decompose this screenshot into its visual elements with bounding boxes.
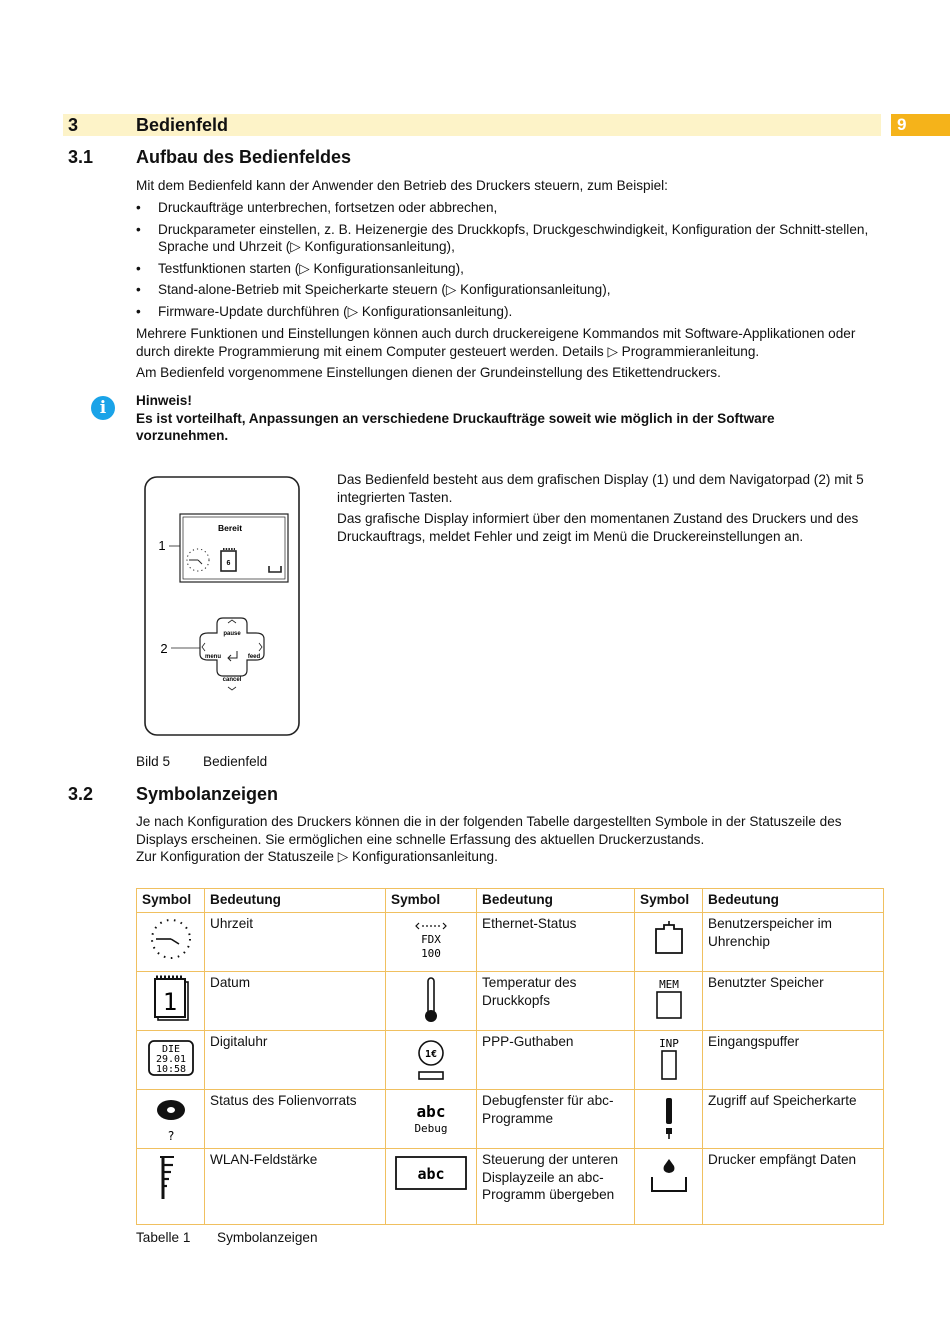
column-header: Bedeutung (703, 889, 884, 913)
list-item: • Stand-alone-Betrieb mit Speicherkarte steuern (▷ Konfigurationsanleitung), (136, 281, 876, 299)
display-status-text: Bereit (217, 523, 243, 533)
meaning-cell: Zugriff auf Speicherkarte (703, 1090, 884, 1149)
svg-text:6: 6 (226, 560, 231, 567)
symbol-cell (635, 913, 703, 972)
memory-card-access-icon (644, 1092, 694, 1144)
chapter-number: 3 (68, 115, 79, 135)
menu-key: menu (204, 654, 222, 660)
table-header-row (137, 889, 884, 913)
foil-supply-icon (146, 1092, 196, 1144)
meaning-cell: WLAN-Feldstärke (205, 1149, 386, 1225)
meaning-cell: Debugfenster für abc-Programme (477, 1090, 635, 1149)
svg-text:?: ? (166, 1129, 175, 1143)
symbol-cell (386, 1090, 477, 1149)
symbol-cell (386, 1031, 477, 1090)
svg-text:1: 1 (162, 988, 177, 1016)
callout-display-number: 1 (158, 538, 166, 553)
meaning-cell: Temperatur des Druckkopfs (477, 972, 635, 1031)
used-memory-icon (644, 974, 694, 1026)
column-header: Symbol (386, 889, 477, 913)
settings-paragraph: Am Bedienfeld vorgenommene Einstellungen dienen der Grundeinstellung des Etikettendruckers. (136, 365, 721, 380)
table-caption-text: Symbolanzeigen (217, 1230, 318, 1245)
figure-caption-label: Bild 5 (136, 754, 171, 769)
symbol-cell (386, 913, 477, 972)
clock-chip-memory-icon (644, 915, 694, 963)
meaning-cell: Drucker empfängt Daten (703, 1149, 884, 1225)
ethernet-status-icon (406, 915, 456, 965)
symbols-config-paragraph: Zur Konfiguration der Statuszeile ▷ Konfigurationsanleitung. (136, 849, 498, 864)
calendar-icon (221, 549, 236, 571)
svg-text:Debug: Debug (414, 1122, 448, 1135)
wlan-strength-icon (146, 1151, 196, 1203)
figure-caption-text: Bedienfeld (203, 754, 268, 769)
symbols-intro-paragraph: Je nach Konfiguration des Druckers können die in der folgenden Tabelle dargestellten Symbole in der Statuszeile des Displays erscheinen. Sie ermöglichen eine schnelle Erfassung des aktuellen Druckerzustands. (136, 814, 842, 847)
symbol-cell (635, 1149, 703, 1225)
svg-text:abc: abc (417, 1165, 445, 1183)
list-item: • Druckparameter einstellen, z. B. Heizenergie des Druckkopfs, Druckgeschwindigkeit, Konfiguration der Schnitt-stellen, Sprache und Uhrzeit (▷ Konfigurationsanleitung), (136, 221, 876, 256)
meaning-cell: Digitaluhr (205, 1031, 386, 1090)
svg-text:100: 100 (421, 947, 441, 960)
svg-text:29.01: 29.01 (155, 1054, 186, 1065)
table-row (137, 972, 884, 1031)
column-header: Bedeutung (205, 889, 386, 913)
abc-display-line-icon (391, 1151, 471, 1203)
control-panel-figure (140, 472, 310, 742)
svg-text:10:58: 10:58 (155, 1064, 186, 1075)
section-number: 3.2 (68, 784, 94, 804)
meaning-cell: PPP-Guthaben (477, 1031, 635, 1090)
commands-paragraph: Mehrere Funktionen und Einstellungen können auch durch druckereigene Kommandos mit Software-Applikationen oder durch direkte Programmierung mit einem Computer gesteuert werden. Details ▷ Programmieranleitung. (136, 326, 856, 359)
symbol-cell (137, 1149, 205, 1225)
figure-description-2: Das grafische Display informiert über den momentanen Zustand des Druckers und des Druckauftrags, meldet Fehler und zeigt im Menü die Druckereinstellungen an. (337, 511, 859, 544)
column-header: Symbol (137, 889, 205, 913)
section-title: Aufbau des Bedienfeldes (136, 147, 352, 167)
chapter-title: Bedienfeld (136, 115, 229, 135)
symbol-table (136, 888, 884, 1225)
symbol-cell (137, 913, 205, 972)
list-item: • Firmware-Update durchführen (▷ Konfigurationsanleitung). (136, 303, 876, 321)
section-number: 3.1 (68, 147, 94, 167)
thermometer-icon (406, 974, 456, 1026)
meaning-cell: Uhrzeit (205, 913, 386, 972)
note-title: Hinweis! (136, 393, 192, 408)
meaning-cell: Steuerung der unteren Displayzeile an abc-Programm übergeben (477, 1149, 635, 1225)
symbol-cell (137, 972, 205, 1031)
svg-text:1€: 1€ (424, 1049, 438, 1060)
svg-text:MEM: MEM (658, 978, 679, 991)
date-icon (146, 974, 196, 1026)
note-block (136, 392, 836, 445)
info-icon: i (91, 396, 115, 420)
symbol-cell (635, 1031, 703, 1090)
section-title: Symbolanzeigen (136, 784, 279, 804)
svg-text:DIE: DIE (161, 1044, 180, 1055)
meaning-cell: Datum (205, 972, 386, 1031)
svg-text:FDX: FDX (421, 933, 441, 946)
table-row (137, 913, 884, 972)
svg-text:INP: INP (658, 1037, 679, 1050)
clock-icon (146, 915, 196, 963)
intro-paragraph: Mit dem Bedienfeld kann der Anwender den Betrieb des Druckers steuern, zum Beispiel: (136, 178, 668, 193)
list-item: • Druckaufträge unterbrechen, fortsetzen oder abbrechen, (136, 199, 876, 217)
feed-key: feed (247, 654, 261, 660)
svg-text:abc: abc (416, 1102, 446, 1121)
table-row (137, 1031, 884, 1090)
column-header: Bedeutung (477, 889, 635, 913)
digital-clock-icon (146, 1033, 196, 1085)
symbol-cell (137, 1090, 205, 1149)
symbol-cell (386, 1149, 477, 1225)
table-row (137, 1090, 884, 1149)
table-row (137, 1149, 884, 1225)
figure-description-1: Das Bedienfeld besteht aus dem grafischen Display (1) und dem Navigatorpad (2) mit 5 integrierten Tasten. (337, 472, 864, 505)
symbol-cell (635, 972, 703, 1031)
meaning-cell: Eingangspuffer (703, 1031, 884, 1090)
ppp-credit-icon (406, 1033, 456, 1085)
page-number: 9 (897, 115, 907, 134)
callout-pad-number: 2 (160, 641, 168, 656)
meaning-cell: Benutzter Speicher (703, 972, 884, 1031)
column-header: Symbol (635, 889, 703, 913)
pause-key: pause (223, 631, 241, 637)
note-text: Es ist vorteilhaft, Anpassungen an verschiedene Druckaufträge soweit wie möglich in der Software vorzunehmen. (136, 410, 775, 443)
cancel-key: cancel (222, 677, 242, 683)
symbol-cell (137, 1031, 205, 1090)
input-buffer-icon (644, 1033, 694, 1085)
symbol-cell (635, 1090, 703, 1149)
page-number-tab (891, 114, 950, 136)
meaning-cell: Ethernet-Status (477, 913, 635, 972)
debug-window-icon (406, 1092, 456, 1144)
list-item: • Testfunktionen starten (▷ Konfigurationsanleitung), (136, 260, 876, 278)
function-list (136, 199, 876, 324)
meaning-cell: Status des Folienvorrats (205, 1090, 386, 1149)
meaning-cell: Benutzerspeicher im Uhrenchip (703, 913, 884, 972)
symbol-cell (386, 972, 477, 1031)
table-caption-label: Tabelle 1 (136, 1230, 191, 1245)
receiving-data-icon (644, 1151, 694, 1203)
